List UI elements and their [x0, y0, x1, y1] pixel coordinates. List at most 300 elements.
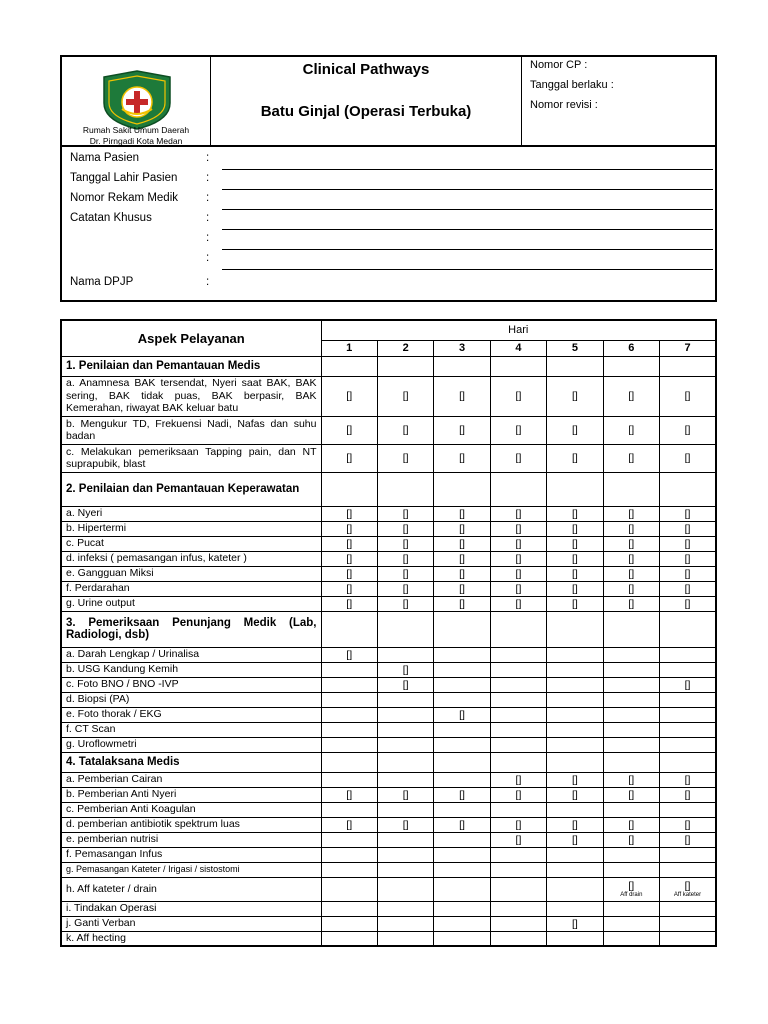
day-cell [603, 862, 659, 877]
checkbox[interactable]: [] [346, 552, 353, 565]
checkbox[interactable]: [] [628, 582, 635, 595]
checkbox[interactable]: [] [346, 424, 353, 436]
checkbox[interactable]: [] [346, 390, 353, 402]
patient-field-input-line[interactable] [222, 269, 713, 270]
day-cell [377, 802, 433, 817]
day-cell [603, 416, 659, 444]
checkbox[interactable]: [] [346, 522, 353, 535]
day-cell [490, 677, 546, 692]
checkbox[interactable]: [] [459, 818, 465, 831]
checkbox[interactable]: [] [628, 552, 635, 565]
checkbox[interactable]: [] [684, 788, 691, 801]
checkbox[interactable]: [] [515, 818, 522, 831]
checkbox[interactable]: [] [459, 537, 465, 550]
item-label: d. Biopsi (PA) [61, 692, 321, 707]
day-cell [547, 752, 603, 772]
day-cell [490, 521, 546, 536]
table-row [61, 416, 716, 444]
checkbox[interactable]: [] [628, 773, 635, 786]
day-cell [490, 832, 546, 847]
nomor-revisi-label: Nomor revisi : [530, 99, 598, 111]
checkbox[interactable]: [] [684, 424, 691, 436]
table-row [61, 677, 716, 692]
patient-field-colon: : [206, 232, 210, 244]
checkbox[interactable]: [] [402, 522, 409, 535]
checkbox[interactable]: [] [571, 452, 578, 464]
day-cell [321, 356, 377, 376]
checkbox[interactable]: [] [459, 452, 465, 464]
checkbox[interactable]: [] [684, 507, 691, 520]
day-header-3: 3 [434, 340, 490, 356]
patient-field-label: Nomor Rekam Medik [70, 192, 178, 204]
checkbox[interactable]: [] [628, 390, 635, 402]
checkbox[interactable]: [] [628, 537, 635, 550]
day-cell [660, 787, 716, 802]
day-cell [603, 677, 659, 692]
day-cell [490, 847, 546, 862]
item-label: e. Foto thorak / EKG [61, 707, 321, 722]
checkbox[interactable]: [] [515, 788, 522, 801]
day-cell [660, 611, 716, 647]
day-cell [490, 722, 546, 737]
section-title: 2. Penilaian dan Pemantauan Keperawatan [61, 472, 321, 506]
checkbox[interactable]: [] [515, 597, 522, 610]
item-label: a. Anamnesa BAK tersendat, Nyeri saat BAK, BAK sering, BAK tidak puas, BAK berpasir, BAK Kemerahan, riwayat BAK keluar batu [61, 376, 321, 416]
day-cell [603, 772, 659, 787]
day-cell [434, 647, 490, 662]
checkbox[interactable]: [] [402, 582, 409, 595]
day-cell [434, 901, 490, 916]
day-cell [547, 506, 603, 521]
day-cell [660, 596, 716, 611]
checkbox[interactable]: [] [346, 537, 353, 550]
checkbox[interactable]: [] [628, 567, 635, 580]
day-cell [377, 551, 433, 566]
patient-field-label: Tanggal Lahir Pasien [70, 172, 178, 184]
table-row [61, 862, 716, 877]
checkbox[interactable]: [] [515, 582, 522, 595]
checkbox[interactable]: [] [684, 597, 691, 610]
patient-field-row [70, 192, 715, 210]
day-cell [321, 647, 377, 662]
day-cell [603, 877, 659, 901]
patient-field-row [70, 212, 715, 230]
checkbox[interactable]: [] [402, 424, 409, 436]
item-label: k. Aff hecting [61, 931, 321, 946]
day-cell [490, 737, 546, 752]
day-cell [547, 472, 603, 506]
day-cell [547, 802, 603, 817]
day-cell [603, 847, 659, 862]
day-cell [377, 931, 433, 946]
checkbox[interactable]: [] [628, 818, 635, 831]
checkbox[interactable]: [] [628, 522, 635, 535]
day-cell [434, 536, 490, 551]
day-cell [321, 444, 377, 472]
checkbox[interactable]: [] [402, 678, 409, 691]
checkbox[interactable]: [] [571, 552, 578, 565]
checkbox[interactable]: [] [571, 773, 578, 786]
document-title: Clinical Pathways [302, 61, 430, 78]
day-cell [321, 737, 377, 752]
day-cell [321, 931, 377, 946]
checkbox[interactable]: [] [571, 582, 578, 595]
item-label: g. Urine output [61, 596, 321, 611]
section-row [61, 356, 716, 376]
section-row [61, 752, 716, 772]
clinical-pathway-table [60, 319, 717, 947]
checkbox[interactable]: [] [684, 678, 691, 691]
day-cell [377, 662, 433, 677]
checkbox[interactable]: [] [515, 773, 522, 786]
checkbox[interactable]: [] [402, 567, 409, 580]
item-label: e. pemberian nutrisi [61, 832, 321, 847]
table-row [61, 916, 716, 931]
day-cell [490, 662, 546, 677]
item-label: g. Pemasangan Kateter / Irigasi / sistostomi [61, 862, 321, 877]
item-label: d. infeksi ( pemasangan infus, kateter ) [61, 551, 321, 566]
checkbox[interactable]: [] [459, 597, 465, 610]
day-cell [603, 662, 659, 677]
checkbox[interactable]: [] [515, 390, 522, 402]
day-cell [603, 376, 659, 416]
checkbox[interactable]: [] [684, 818, 691, 831]
day-cell [490, 581, 546, 596]
table-row [61, 707, 716, 722]
day-cell [660, 662, 716, 677]
day-cell [547, 737, 603, 752]
day-cell [434, 566, 490, 581]
checkbox[interactable]: [] [628, 424, 635, 436]
day-cell [377, 832, 433, 847]
day-cell [377, 356, 433, 376]
day-cell [377, 566, 433, 581]
checkbox[interactable]: [] [346, 597, 353, 610]
checkbox[interactable]: [] [628, 788, 635, 801]
item-label: b. Pemberian Anti Nyeri [61, 787, 321, 802]
day-cell [660, 444, 716, 472]
checkbox[interactable]: [] [346, 507, 353, 520]
day-cell [377, 677, 433, 692]
checkbox[interactable]: [] [684, 773, 691, 786]
table-row [61, 581, 716, 596]
day-cell [434, 376, 490, 416]
checkbox[interactable]: [] [571, 597, 578, 610]
day-cell [547, 901, 603, 916]
day-cell [377, 862, 433, 877]
day-cell [434, 416, 490, 444]
day-cell [490, 611, 546, 647]
day-cell [547, 862, 603, 877]
patient-field-input-line[interactable] [222, 249, 713, 250]
day-cell [321, 802, 377, 817]
day-cell [660, 581, 716, 596]
logo-cell [62, 57, 211, 145]
checkbox[interactable]: [] [571, 917, 578, 930]
day-cell [377, 901, 433, 916]
meta-cell [522, 57, 715, 145]
day-cell [377, 916, 433, 931]
checkbox[interactable]: [] [515, 507, 522, 520]
day-cell [434, 877, 490, 901]
day-cell [603, 737, 659, 752]
day-cell [434, 356, 490, 376]
day-cell [547, 817, 603, 832]
day-cell [377, 707, 433, 722]
day-cell [603, 647, 659, 662]
checkbox[interactable]: [] [459, 788, 465, 801]
checkbox[interactable]: [] [684, 582, 691, 595]
patient-field-input-line[interactable] [222, 189, 713, 190]
patient-field-input-line[interactable] [222, 229, 713, 230]
checkbox[interactable]: [] [684, 833, 691, 846]
checkbox[interactable]: [] [571, 507, 578, 520]
checkbox[interactable]: [] [515, 567, 522, 580]
hospital-name-line2: Dr. Pirngadi Kota Medan [89, 136, 183, 146]
checkbox[interactable]: [] [459, 582, 465, 595]
checkbox[interactable]: [] [402, 507, 409, 520]
cell-note: Aff kateter [673, 891, 702, 898]
day-cell [660, 472, 716, 506]
day-cell [660, 931, 716, 946]
cell-note: Aff drain [620, 891, 643, 898]
checkbox[interactable]: [] [684, 390, 691, 402]
item-label: b. Mengukur TD, Frekuensi Nadi, Nafas dan suhu badan [61, 416, 321, 444]
checkbox[interactable]: [] [515, 833, 522, 846]
nomor-cp-label: Nomor CP : [530, 59, 588, 71]
day-cell [547, 596, 603, 611]
day-cell [547, 662, 603, 677]
checkbox[interactable]: [] [402, 452, 409, 464]
checkbox[interactable]: [] [684, 567, 691, 580]
table-row [61, 692, 716, 707]
day-cell [490, 772, 546, 787]
day-cell [603, 536, 659, 551]
checkbox[interactable]: [] [346, 648, 353, 661]
checkbox[interactable]: [] [459, 507, 465, 520]
day-cell [547, 847, 603, 862]
day-cell [321, 817, 377, 832]
checkbox[interactable]: [] [459, 522, 465, 535]
day-cell [603, 692, 659, 707]
day-cell [490, 817, 546, 832]
patient-field-colon: : [206, 192, 210, 204]
item-label: j. Ganti Verban [61, 916, 321, 931]
day-cell [603, 356, 659, 376]
hari-header: Hari [321, 320, 716, 340]
day-cell [660, 647, 716, 662]
day-cell [603, 566, 659, 581]
checkbox[interactable]: [] [684, 452, 691, 464]
checkbox[interactable]: [] [571, 537, 578, 550]
day-cell [490, 901, 546, 916]
checkbox[interactable]: [] [402, 597, 409, 610]
item-label: i. Tindakan Operasi [61, 901, 321, 916]
checkbox[interactable]: [] [628, 833, 635, 846]
day-cell [490, 416, 546, 444]
table-row [61, 444, 716, 472]
checkbox[interactable]: [] [571, 567, 578, 580]
day-cell [434, 817, 490, 832]
day-cell [321, 692, 377, 707]
day-cell [321, 611, 377, 647]
day-cell [377, 581, 433, 596]
item-label: e. Gangguan Miksi [61, 566, 321, 581]
document-subtitle: Batu Ginjal (Operasi Terbuka) [260, 103, 472, 120]
table-row [61, 596, 716, 611]
day-cell [547, 536, 603, 551]
day-cell [660, 506, 716, 521]
checkbox[interactable]: [] [402, 818, 409, 831]
patient-field-input-line[interactable] [222, 169, 713, 170]
item-label: c. Pemberian Anti Koagulan [61, 802, 321, 817]
checkbox[interactable]: [] [571, 818, 578, 831]
day-cell [660, 752, 716, 772]
day-cell [547, 877, 603, 901]
day-cell [321, 877, 377, 901]
checkbox[interactable]: [] [346, 567, 353, 580]
day-cell [547, 647, 603, 662]
checkbox[interactable]: [] [402, 537, 409, 550]
table-row [61, 662, 716, 677]
checkbox[interactable]: [] [684, 537, 691, 550]
checkbox[interactable]: [] [684, 879, 691, 892]
patient-field-row [70, 152, 715, 170]
day-cell [434, 722, 490, 737]
day-cell [660, 566, 716, 581]
day-cell [490, 787, 546, 802]
item-label: f. CT Scan [61, 722, 321, 737]
day-cell [660, 916, 716, 931]
day-cell [434, 787, 490, 802]
checkbox[interactable]: [] [515, 537, 522, 550]
patient-field-colon: : [206, 252, 210, 264]
checkbox[interactable]: [] [346, 788, 353, 801]
day-cell [377, 752, 433, 772]
checkbox[interactable]: [] [515, 452, 522, 464]
day-cell [547, 521, 603, 536]
checkbox[interactable]: [] [628, 597, 635, 610]
checkbox[interactable]: [] [628, 452, 635, 464]
item-label: c. Pucat [61, 536, 321, 551]
day-cell [490, 551, 546, 566]
day-cell [660, 737, 716, 752]
day-cell [377, 787, 433, 802]
checkbox[interactable]: [] [684, 522, 691, 535]
day-cell [377, 772, 433, 787]
day-cell [547, 772, 603, 787]
checkbox[interactable]: [] [459, 424, 465, 436]
table-row [61, 536, 716, 551]
day-cell [603, 581, 659, 596]
day-cell [603, 901, 659, 916]
checkbox[interactable]: [] [346, 452, 353, 464]
checkbox[interactable]: [] [346, 582, 353, 595]
day-cell [377, 647, 433, 662]
table-row [61, 877, 716, 901]
checkbox[interactable]: [] [628, 879, 635, 892]
table-row [61, 566, 716, 581]
day-header-5: 5 [547, 340, 603, 356]
day-cell [547, 566, 603, 581]
day-cell [547, 692, 603, 707]
aspek-header: Aspek Pelayanan [61, 320, 321, 356]
day-cell [321, 536, 377, 551]
day-cell [321, 596, 377, 611]
day-cell [434, 916, 490, 931]
checkbox[interactable]: [] [402, 663, 409, 676]
day-cell [547, 916, 603, 931]
checkbox[interactable]: [] [515, 552, 522, 565]
day-cell [434, 521, 490, 536]
day-cell [660, 551, 716, 566]
checkbox[interactable]: [] [571, 833, 578, 846]
day-cell [490, 916, 546, 931]
day-cell [660, 862, 716, 877]
day-cell [547, 787, 603, 802]
table-row [61, 832, 716, 847]
day-cell [434, 737, 490, 752]
day-cell [603, 707, 659, 722]
day-cell [603, 931, 659, 946]
checkbox[interactable]: [] [459, 567, 465, 580]
day-cell [603, 472, 659, 506]
day-cell [490, 692, 546, 707]
checkbox[interactable]: [] [684, 552, 691, 565]
day-cell [321, 916, 377, 931]
item-label: c. Melakukan pemeriksaan Tapping pain, dan NT suprapubik, blast [61, 444, 321, 472]
checkbox[interactable]: [] [571, 424, 578, 436]
day-cell [321, 472, 377, 506]
day-cell [321, 376, 377, 416]
day-cell [321, 521, 377, 536]
day-cell [603, 611, 659, 647]
checkbox[interactable]: [] [402, 788, 409, 801]
day-cell [377, 877, 433, 901]
day-cell [434, 662, 490, 677]
day-cell [434, 802, 490, 817]
checkbox[interactable]: [] [571, 788, 578, 801]
day-cell [321, 722, 377, 737]
checkbox[interactable]: [] [459, 708, 465, 721]
checkbox[interactable]: [] [459, 552, 465, 565]
day-cell [490, 802, 546, 817]
checkbox[interactable]: [] [402, 390, 409, 402]
checkbox[interactable]: [] [459, 390, 465, 402]
day-cell [547, 707, 603, 722]
checkbox[interactable]: [] [571, 522, 578, 535]
checkbox[interactable]: [] [515, 424, 522, 436]
checkbox[interactable]: [] [515, 522, 522, 535]
table-row [61, 931, 716, 946]
table-row [61, 787, 716, 802]
day-cell [490, 356, 546, 376]
checkbox[interactable]: [] [346, 818, 353, 831]
checkbox[interactable]: [] [628, 507, 635, 520]
patient-field-input-line[interactable] [222, 209, 713, 210]
day-cell [660, 802, 716, 817]
checkbox[interactable]: [] [402, 552, 409, 565]
item-label: b. Hipertermi [61, 521, 321, 536]
day-cell [377, 416, 433, 444]
item-label: a. Nyeri [61, 506, 321, 521]
day-cell [434, 506, 490, 521]
table-row [61, 772, 716, 787]
table-row [61, 802, 716, 817]
checkbox[interactable]: [] [571, 390, 578, 402]
day-cell [490, 752, 546, 772]
day-cell [490, 931, 546, 946]
